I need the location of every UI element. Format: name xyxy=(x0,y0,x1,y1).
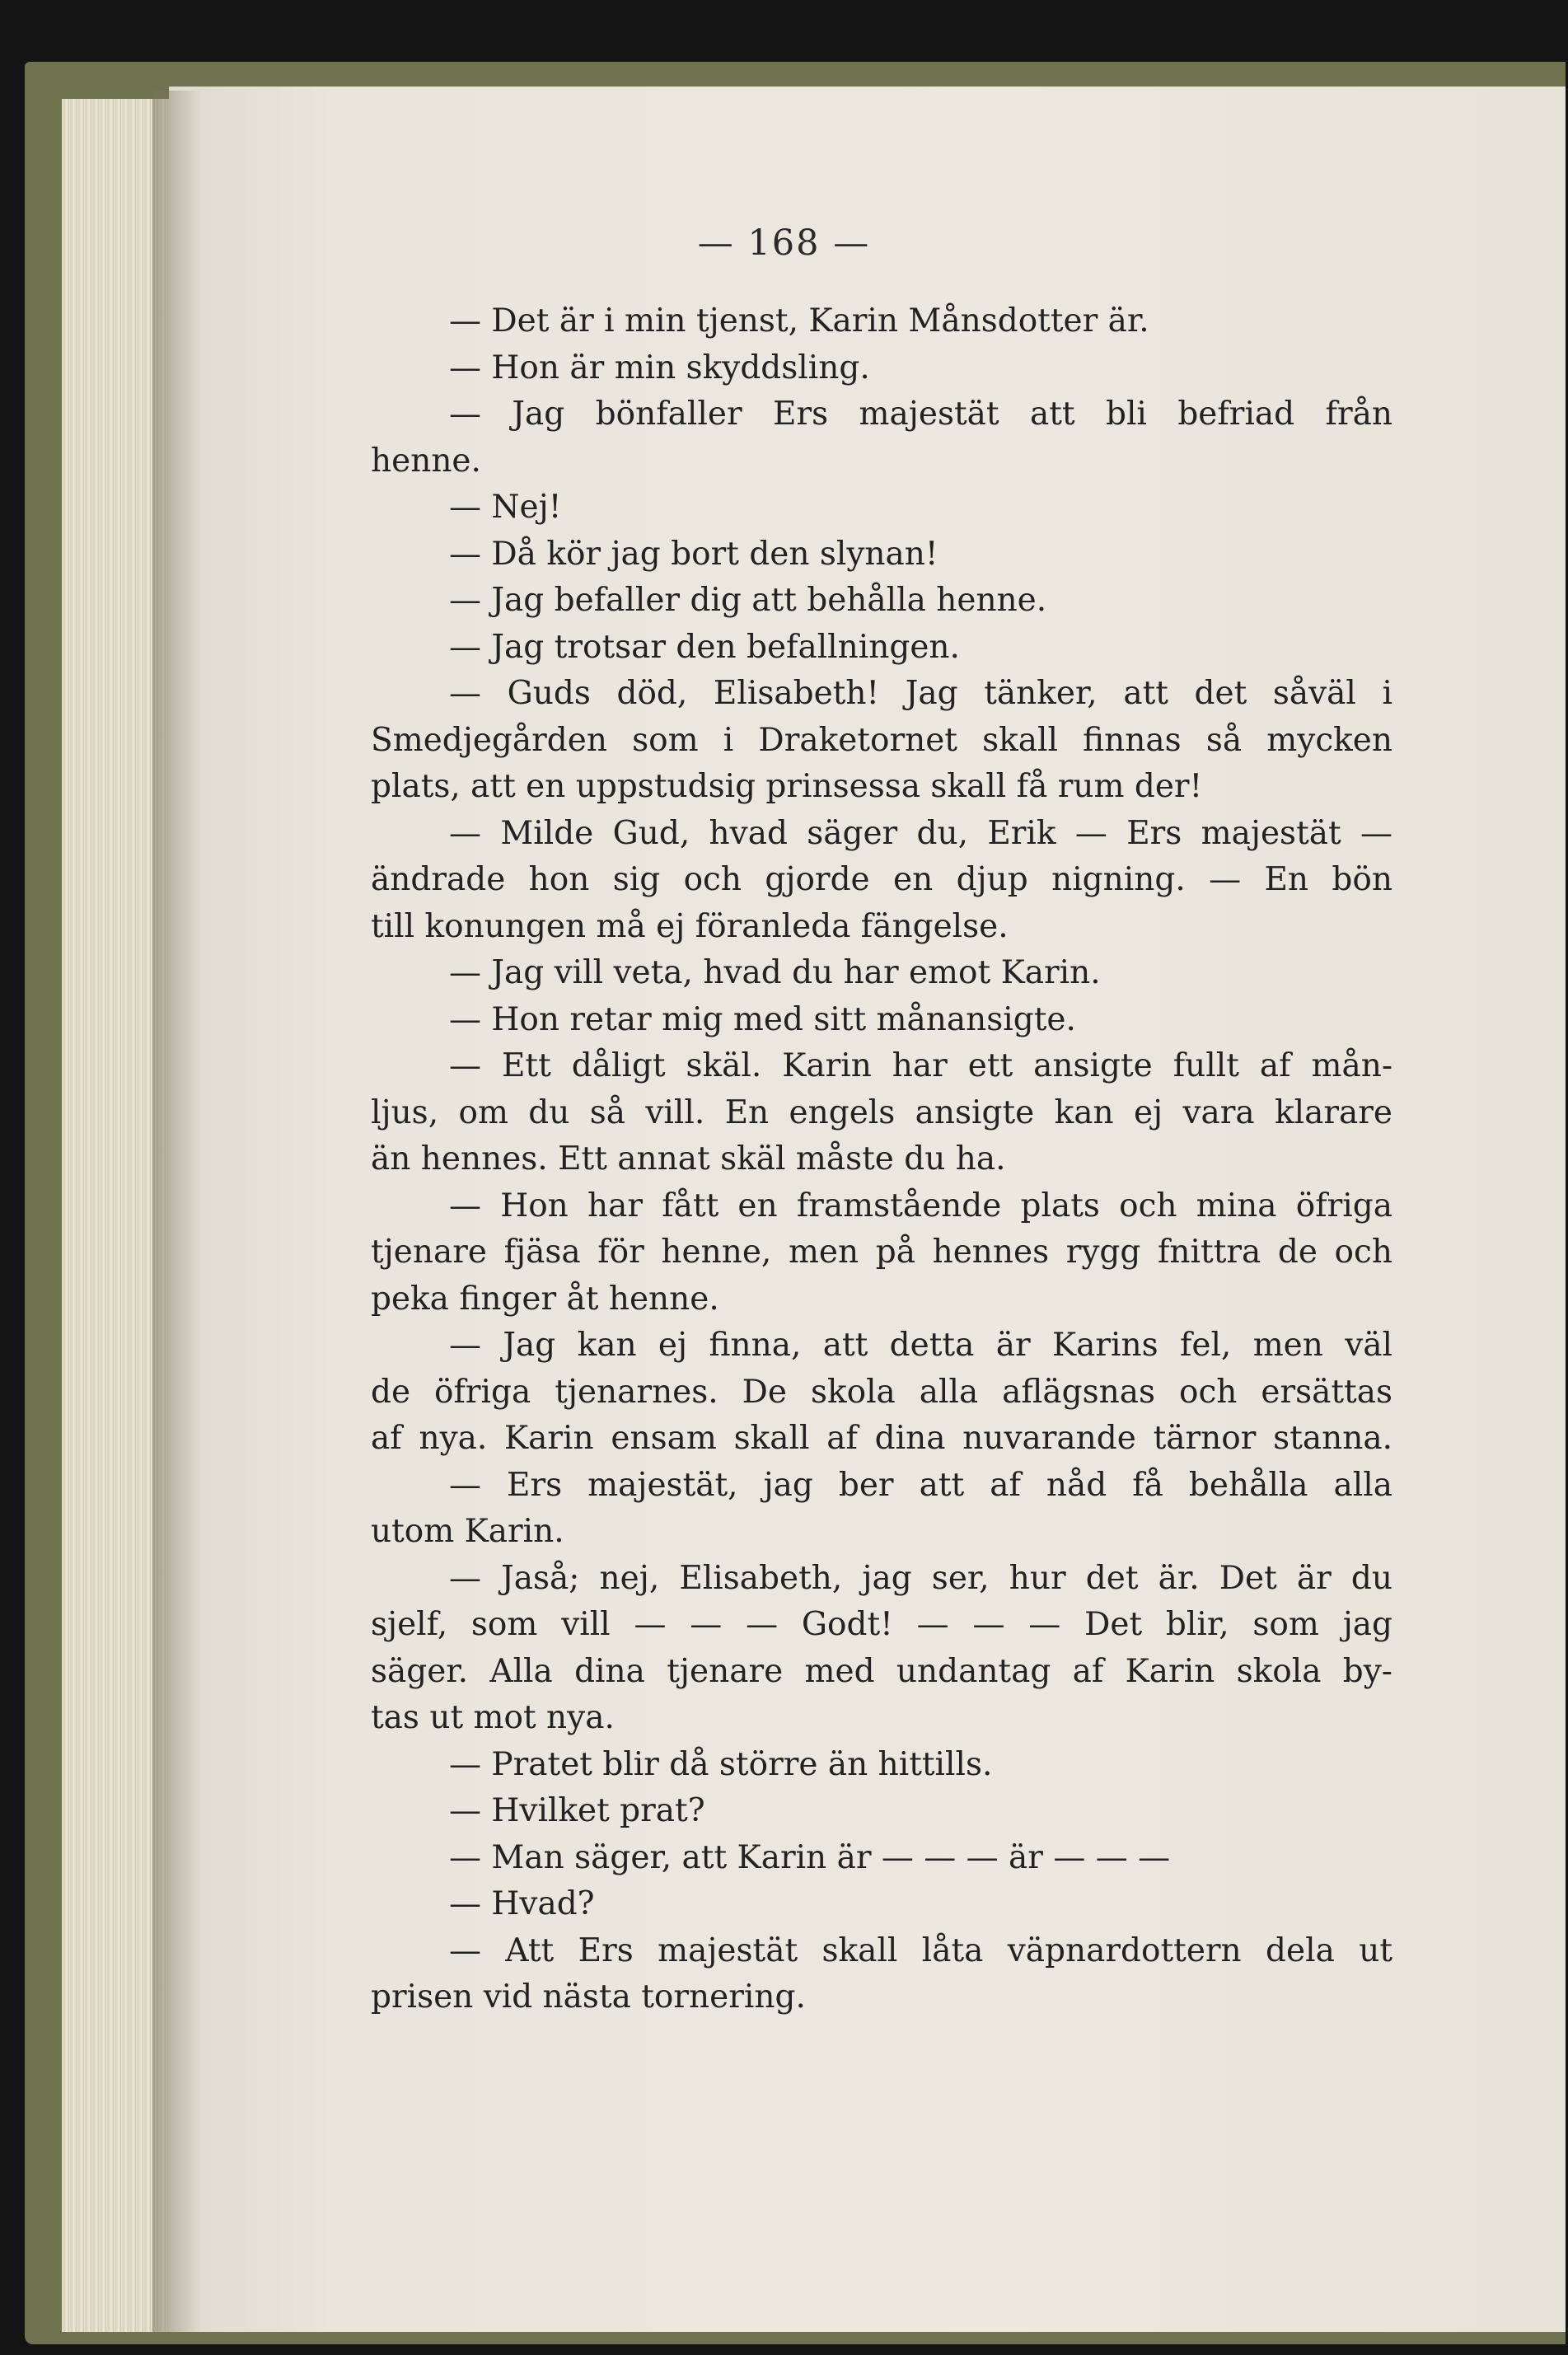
text-line: — Jag kan ej finna, att detta är Karins fel, men väl xyxy=(449,1327,1392,1364)
text-line: peka finger åt henne. xyxy=(371,1280,719,1318)
text-line: — Hvad? xyxy=(449,1885,595,1922)
text-line: plats, att en uppstudsig prinsessa skall få rum der! xyxy=(371,768,1203,805)
text-line: de öfriga tjenarnes. De skola alla aflägsnas och ersättas xyxy=(371,1373,1392,1411)
text-line: — Jag vill veta, hvad du har emot Karin. xyxy=(449,954,1101,991)
page-text xyxy=(371,298,1392,2021)
text-line: — Hon är min skyddsling. xyxy=(449,349,870,386)
gutter-shadow xyxy=(152,91,202,2332)
text-line: — Det är i min tjenst, Karin Månsdotter är. xyxy=(449,302,1149,339)
text-line: — Man säger, att Karin är — — — är — — — xyxy=(449,1838,1171,1876)
text-line: — Jag befaller dig att behålla henne. xyxy=(449,582,1047,619)
text-line: — Att Ers majestät skall låta väpnardottern dela ut xyxy=(449,1931,1392,1969)
text-line: — Ers majestät, jag ber att af nåd få behålla alla xyxy=(449,1466,1392,1504)
text-line: säger. Alla dina tjenare med undantag af Karin skola by- xyxy=(371,1652,1392,1690)
text-line: prisen vid nästa tornering. xyxy=(371,1978,806,2016)
text-line: — Jag bönfaller Ers majestät att bli befriad från xyxy=(449,396,1392,433)
text-line: sjelf, som vill — — — Godt! — — — Det blir, som jag xyxy=(371,1606,1392,1643)
text-line: ljus, om du så vill. En engels ansigte kan ej vara klarare xyxy=(371,1093,1392,1131)
text-line: — Hon retar mig med sitt månansigte. xyxy=(449,1000,1076,1038)
text-line: tjenare fjäsa för henne, men på hennes rygg fnittra de och xyxy=(371,1234,1392,1271)
text-line: — Hvilket prat? xyxy=(449,1792,705,1829)
text-line: henne. xyxy=(371,442,481,480)
text-line: Smedjegården som i Draketornet skall finnas så mycken xyxy=(371,721,1392,759)
text-line: — Ett dåligt skäl. Karin har ett ansigte fullt af mån- xyxy=(449,1047,1392,1084)
text-line: — Då kör jag bort den slynan! xyxy=(449,535,938,573)
text-line: — Jag trotsar den befallningen. xyxy=(449,628,960,666)
text-line: till konungen må ej föranleda fängelse. xyxy=(371,907,1009,945)
text-line: än hennes. Ett annat skäl måste du ha. xyxy=(371,1140,1006,1178)
text-line: — Milde Gud, hvad säger du, Erik — Ers majestät — xyxy=(449,814,1392,852)
text-line: ändrade hon sig och gjorde en djup nigning. — En bön xyxy=(371,861,1392,898)
text-line: utom Karin. xyxy=(371,1513,564,1550)
text-line: — Pratet blir då större än hittills. xyxy=(449,1745,993,1783)
text-line: af nya. Karin ensam skall af dina nuvarande tärnor stanna. xyxy=(371,1420,1392,1457)
text-line: — Nej! xyxy=(449,489,562,526)
text-line: — Hon har fått en framstående plats och mina öfriga xyxy=(449,1187,1392,1224)
page-number: — 168 — xyxy=(697,222,871,264)
text-line: — Jaså; nej, Elisabeth, jag ser, hur det är. Det är du xyxy=(449,1559,1392,1597)
text-line: tas ut mot nya. xyxy=(371,1699,615,1736)
text-line: — Guds död, Elisabeth! Jag tänker, att det såväl i xyxy=(449,675,1392,712)
